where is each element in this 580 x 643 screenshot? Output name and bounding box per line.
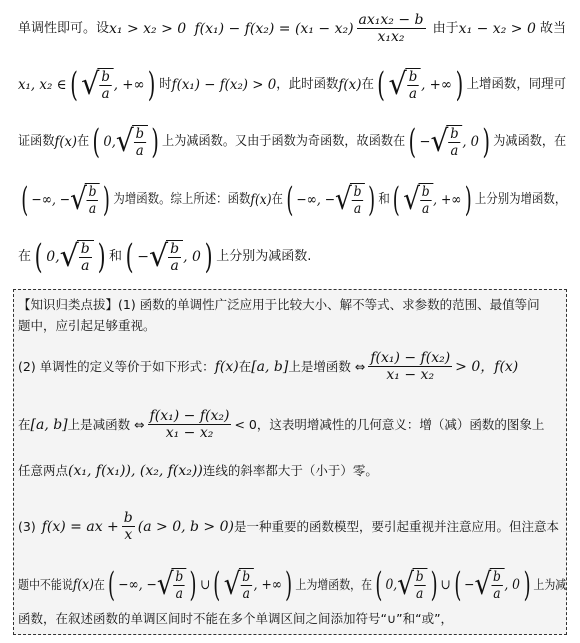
math: x₁, x₂ ∈ (18, 77, 67, 93)
denominator: x₁ − x₂ (386, 367, 435, 383)
text: 上增函数，同理可 (466, 77, 567, 92)
text: 在 (18, 249, 32, 264)
sqrt-b-over-a: √ $\frac{b}{a}$ (335, 183, 365, 217)
box-line-5 (18, 462, 566, 480)
text: 【知识归类点拔】(1) 函数的单调性广泛应用于比较大小、解不等式、求参数的范围、最值等问 (18, 297, 540, 312)
text: 在 (93, 577, 105, 592)
math: [a, b] (251, 358, 289, 375)
box-line-3 (18, 350, 566, 383)
text: 上是增函数 ⇔ (288, 358, 366, 374)
text: 连线的斜率都大于（小于）零。 (202, 463, 378, 478)
text: 上分别为增函数， (474, 192, 567, 207)
text: 题中，应引起足够重视。 (18, 318, 156, 333)
text: 和 (378, 192, 390, 207)
sqrt-b-over-a: √ $\frac{b}{a}$ (397, 568, 427, 602)
box-line-4 (18, 408, 566, 441)
sqrt-b-over-a: √ $\frac{b}{a}$ (388, 68, 421, 102)
text: 上分别为减函数. (216, 249, 312, 264)
text: 证函数 (18, 134, 55, 149)
sqrt-b-over-a: √ $\frac{b}{a}$ (70, 183, 100, 217)
math: x₁ > x₂ > 0 (109, 20, 187, 37)
numerator: f(x₁) − f(x₂) (149, 408, 230, 424)
math: − (464, 577, 475, 593)
math: f(x) = ax + (41, 518, 119, 535)
math: f(x) (338, 77, 362, 93)
text: 是一种重要的函数模型，要引起重视并注意应用。但注意本 (233, 518, 559, 534)
math: , 0 (504, 577, 520, 593)
text-line-2: x₁, x₂ ∈ ( √ $\frac{b}{a}$ , +∞ ) 时 f(x₁) − f(x₂) > 0 ，此时函数 f(x) 在 ( √ $\frac{b}{a}$ , +∞ ) 上增函数，同理可 (18, 65, 567, 105)
text: 题中不能说 (18, 577, 73, 592)
text: 上为减 (533, 577, 567, 592)
text-line-3: 证函数 f(x) 在 ( 0, √ $\frac{b}{a}$ ) 上为减函数。又由于函数为奇函数，故函数在 ( − √ $\frac{b}{a}$ , 0 ) 为减函数，在 (18, 122, 567, 162)
text: 为减函数，在 (493, 134, 567, 149)
math: f(x) (494, 358, 519, 375)
denominator: x₁ − x₂ (165, 425, 214, 441)
text: 在 (18, 416, 31, 432)
sqrt-b-over-a: √ $\frac{b}{a}$ (116, 125, 148, 159)
text: ，此时函数 (276, 77, 339, 92)
text: 单调性即可。设 (18, 20, 110, 36)
sqrt-b-over-a: √ $\frac{b}{a}$ (224, 568, 254, 602)
math: f(x) (214, 358, 239, 375)
text: 在 (271, 192, 283, 207)
math: −∞, − (118, 577, 157, 593)
math: ∪ (440, 577, 451, 593)
text: (2) 单调性的定义等价于如下形式： (18, 358, 215, 374)
text: 在 (238, 358, 252, 374)
text-line-5: 在 ( 0, √ $\frac{b}{a}$ ) 和 ( − √ $\frac{b}{a}$ , 0 ) 上分别为减函数. (18, 237, 312, 277)
math: −∞, − (296, 192, 336, 208)
fraction (122, 510, 135, 543)
math: , 0 (462, 134, 479, 150)
fraction (148, 408, 232, 441)
numerator: f(x₁) − f(x₂) (370, 350, 451, 366)
text: 时 (159, 77, 172, 92)
text: 上是减函数 ⇔ (67, 416, 145, 432)
math: , +∞ (113, 77, 145, 93)
math: (a > 0, b > 0) (137, 518, 234, 535)
math: −∞, − (31, 192, 71, 208)
math: (x₁, f(x₁)), (x₂, f(x₂)) (68, 463, 203, 479)
numerator: ax₁x₂ − b (358, 12, 424, 28)
text: 为增函数。综上所述：函数 (113, 192, 251, 207)
denominator: x₁x₂ (377, 29, 405, 45)
math: ∪ (200, 577, 211, 593)
box-line-2 (18, 317, 566, 335)
sqrt-b-over-a: √ $\frac{b}{a}$ (430, 125, 462, 159)
box-line-6 (18, 510, 566, 543)
text-line-1 (18, 12, 566, 45)
math: , +∞ (433, 192, 462, 208)
fraction (368, 350, 452, 383)
text-line-4: ( −∞, − √ $\frac{b}{a}$ ) 为增函数。综上所述：函数 f(x) 在 ( −∞, − √ $\frac{b}{a}$ ) 和 ( √ $\frac{b}{a}$ , +∞ ) 上分别为增函数， (21, 180, 567, 220)
text: (3) (18, 518, 36, 534)
text: 任意两点 (18, 463, 69, 478)
math: , 0 (183, 249, 201, 265)
math: , +∞ (421, 77, 452, 93)
denominator: x (124, 527, 133, 543)
text: 故当 (540, 20, 567, 36)
sqrt-b-over-a: √ $\frac{b}{a}$ (60, 240, 94, 274)
math: 0, (46, 249, 60, 265)
math: x₁ − x₂ > 0 (458, 20, 536, 37)
sqrt-b-over-a: √ $\frac{b}{a}$ (474, 568, 504, 602)
sqrt-b-over-a: √ $\frac{b}{a}$ (403, 183, 433, 217)
fraction (357, 12, 426, 45)
text: 和 (109, 249, 123, 264)
box-line-7: 题中不能说 f(x) 在 ( −∞, − √ $\frac{b}{a}$ ) ∪ ( √ $\frac{b}{a}$ , +∞ ) 上为增函数，在 ( 0, √ $\frac{b}{a}$ ) ∪ ( − √ $\frac{b}{a}$ , 0 ) 上为减 (18, 565, 567, 605)
text: 由于 (432, 20, 459, 36)
math: − (419, 134, 431, 150)
sqrt-b-over-a: √ $\frac{b}{a}$ (149, 240, 183, 274)
box-line-8 (18, 610, 566, 628)
math: f(x) (250, 192, 272, 208)
text: 上为增函数，在 (295, 577, 373, 592)
text: < 0，这表明增减性的几何意义：增（减）函数的图象上 (234, 416, 545, 432)
math: f(x) (72, 577, 94, 593)
math: − (137, 249, 150, 265)
text: 上为减函数。又由于函数为奇函数，故函数在 (162, 134, 406, 149)
math: 0, (103, 134, 116, 150)
math: > 0， (455, 358, 495, 375)
text: 函数，在叙述函数的单调区间时不能在多个单调区间之间添加符号“∪”和“或”， (18, 611, 454, 626)
math: [a, b] (30, 416, 68, 433)
box-line-1 (18, 296, 566, 314)
math: f(x₁) − f(x₂) > 0 (171, 77, 277, 93)
text: 在 (361, 77, 374, 92)
sqrt-b-over-a: √ $\frac{b}{a}$ (81, 68, 114, 102)
text: 在 (76, 134, 90, 149)
sqrt-b-over-a: √ $\frac{b}{a}$ (157, 568, 187, 602)
math: f(x₁) − f(x₂) = (x₁ − x₂) (194, 20, 354, 37)
math: 0, (385, 577, 398, 593)
math: f(x) (54, 134, 77, 150)
numerator: b (123, 510, 133, 526)
math: , +∞ (253, 577, 282, 593)
